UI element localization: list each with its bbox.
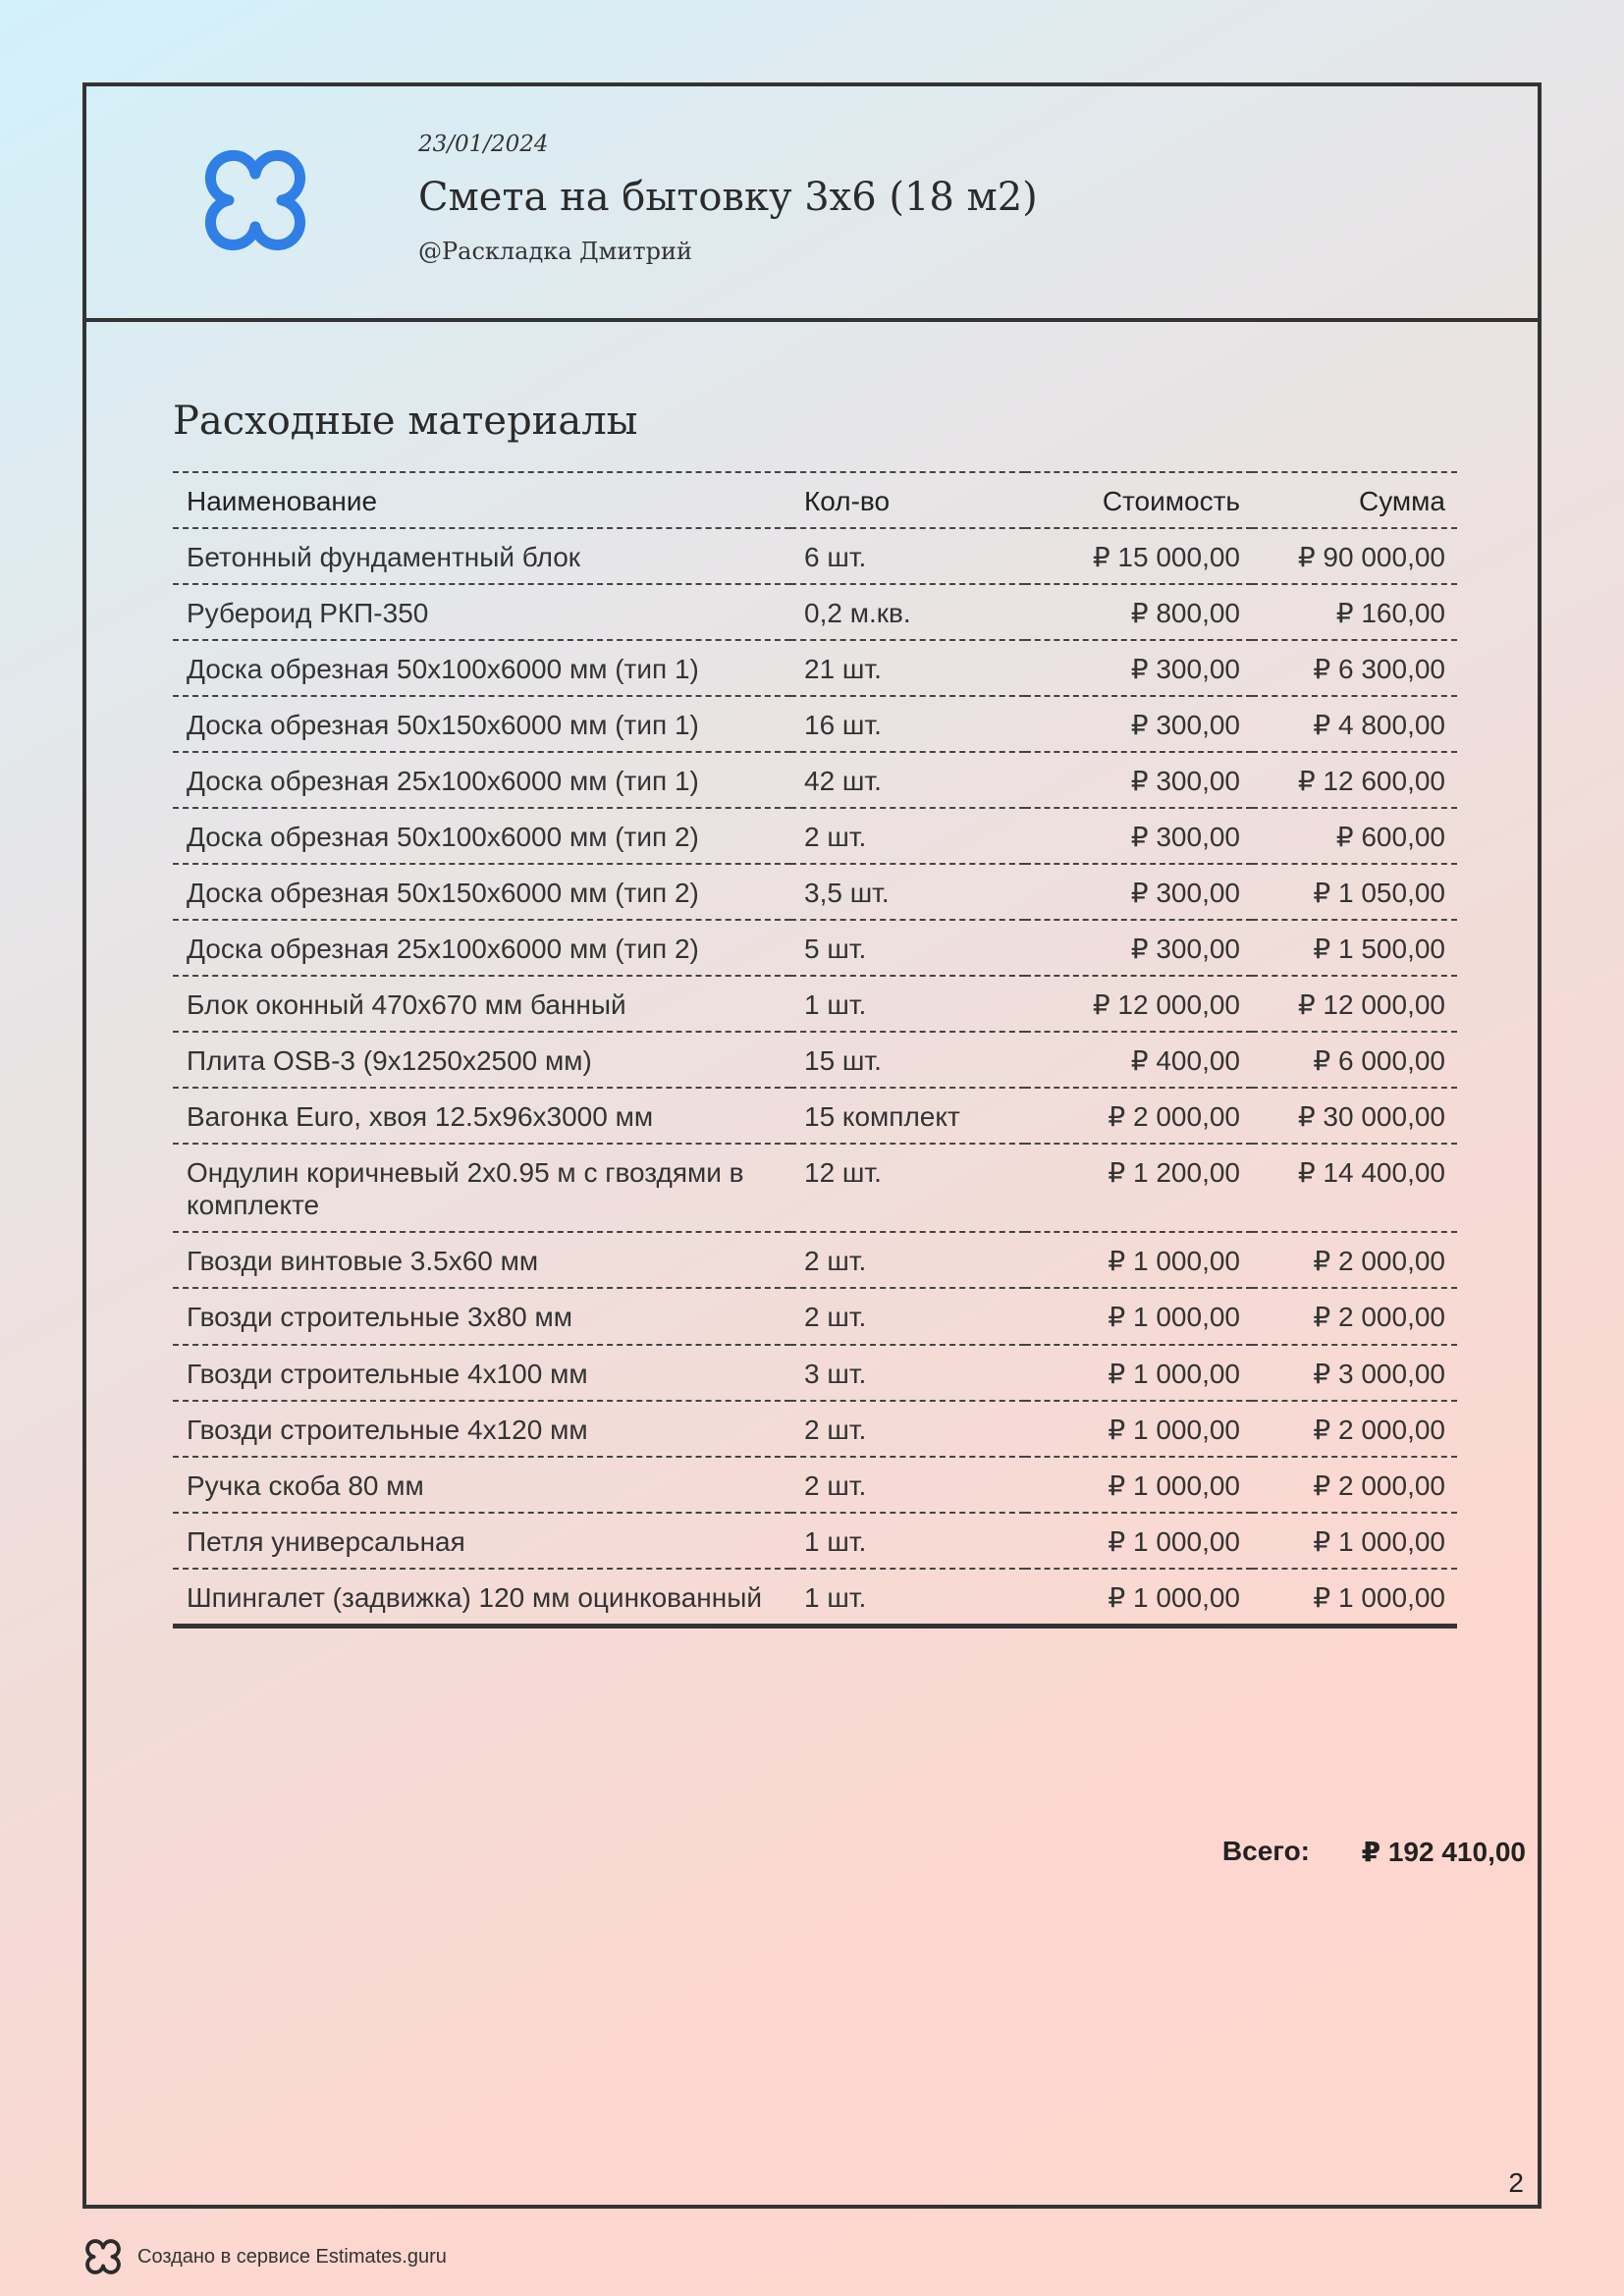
cell-name: Гвозди винтовые 3.5x60 мм [173, 1232, 790, 1288]
table-row [173, 1345, 1457, 1401]
cell-name: Шпингалет (задвижка) 120 мм оцинкованный [173, 1569, 790, 1627]
cell-name: Рубероид РКП-350 [173, 584, 790, 640]
cell-sum: ₽ 2 000,00 [1252, 1401, 1457, 1457]
cell-sum: ₽ 4 800,00 [1252, 696, 1457, 752]
total-value: ₽ 192 410,00 [1361, 1837, 1526, 1867]
cell-sum: ₽ 1 000,00 [1252, 1513, 1457, 1569]
table-row [173, 640, 1457, 696]
cell-name: Бетонный фундаментный блок [173, 528, 790, 584]
table-header-row [173, 472, 1457, 528]
cell-qty: 3,5 шт. [790, 864, 1025, 920]
cell-cost: ₽ 12 000,00 [1025, 976, 1252, 1032]
cell-cost: ₽ 300,00 [1025, 640, 1252, 696]
cell-qty: 2 шт. [790, 1288, 1025, 1344]
cell-qty: 42 шт. [790, 752, 1025, 808]
table-row [173, 920, 1457, 976]
table-row [173, 864, 1457, 920]
table-row [173, 1457, 1457, 1513]
cell-cost: ₽ 15 000,00 [1025, 528, 1252, 584]
cell-name: Гвозди строительные 3x80 мм [173, 1288, 790, 1344]
cell-qty: 15 комплект [790, 1088, 1025, 1144]
cell-cost: ₽ 2 000,00 [1025, 1088, 1252, 1144]
cell-name: Ручка скоба 80 мм [173, 1457, 790, 1513]
cell-qty: 2 шт. [790, 1401, 1025, 1457]
table-row [173, 1513, 1457, 1569]
table-row [173, 1032, 1457, 1088]
table-body [173, 528, 1457, 1626]
cell-cost: ₽ 300,00 [1025, 808, 1252, 864]
cell-sum: ₽ 30 000,00 [1252, 1088, 1457, 1144]
header-sum: Сумма [1252, 472, 1457, 528]
cell-cost: ₽ 1 000,00 [1025, 1345, 1252, 1401]
cell-name: Доска обрезная 25x100x6000 мм (тип 2) [173, 920, 790, 976]
cell-qty: 3 шт. [790, 1345, 1025, 1401]
header-name: Наименование [173, 472, 790, 528]
cell-cost: ₽ 300,00 [1025, 920, 1252, 976]
cell-qty: 0,2 м.кв. [790, 584, 1025, 640]
cell-sum: ₽ 600,00 [1252, 808, 1457, 864]
table-row [173, 1088, 1457, 1144]
clover-logo-icon [82, 2236, 124, 2277]
cell-qty: 2 шт. [790, 1457, 1025, 1513]
table-row [173, 584, 1457, 640]
cell-qty: 15 шт. [790, 1032, 1025, 1088]
table-row [173, 696, 1457, 752]
cell-qty: 6 шт. [790, 528, 1025, 584]
cell-sum: ₽ 1 050,00 [1252, 864, 1457, 920]
cell-sum: ₽ 3 000,00 [1252, 1345, 1457, 1401]
cell-qty: 1 шт. [790, 976, 1025, 1032]
table-row [173, 1401, 1457, 1457]
table-row [173, 752, 1457, 808]
cell-cost: ₽ 400,00 [1025, 1032, 1252, 1088]
cell-name: Доска обрезная 50x100x6000 мм (тип 1) [173, 640, 790, 696]
cell-sum: ₽ 1 500,00 [1252, 920, 1457, 976]
header-cost: Стоимость [1025, 472, 1252, 528]
cell-cost: ₽ 300,00 [1025, 696, 1252, 752]
cell-qty: 1 шт. [790, 1569, 1025, 1627]
cell-name: Ондулин коричневый 2x0.95 м с гвоздями в комплекте [173, 1144, 790, 1232]
cell-qty: 21 шт. [790, 640, 1025, 696]
cell-sum: ₽ 12 600,00 [1252, 752, 1457, 808]
cell-sum: ₽ 1 000,00 [1252, 1569, 1457, 1627]
cell-sum: ₽ 2 000,00 [1252, 1288, 1457, 1344]
table-row [173, 976, 1457, 1032]
table-row [173, 1569, 1457, 1627]
cell-qty: 2 шт. [790, 1232, 1025, 1288]
section-title: Расходные материалы [173, 399, 638, 444]
document-title: Смета на бытовку 3х6 (18 м2) [418, 175, 1038, 220]
table-row [173, 528, 1457, 584]
cell-sum: ₽ 6 300,00 [1252, 640, 1457, 696]
table-row [173, 1288, 1457, 1344]
cell-qty: 2 шт. [790, 808, 1025, 864]
cell-sum: ₽ 2 000,00 [1252, 1457, 1457, 1513]
cell-name: Петля универсальная [173, 1513, 790, 1569]
footer-text[interactable]: Создано в сервисе Estimates.guru [137, 2245, 447, 2268]
cell-name: Доска обрезная 50x150x6000 мм (тип 2) [173, 864, 790, 920]
page-number: 2 [1508, 2167, 1524, 2198]
cell-sum: ₽ 2 000,00 [1252, 1232, 1457, 1288]
cell-qty: 1 шт. [790, 1513, 1025, 1569]
cell-cost: ₽ 300,00 [1025, 752, 1252, 808]
document-author: @Раскладка Дмитрий [418, 238, 692, 265]
cell-qty: 16 шт. [790, 696, 1025, 752]
materials-table [173, 471, 1457, 1629]
cell-sum: ₽ 90 000,00 [1252, 528, 1457, 584]
cell-cost: ₽ 1 000,00 [1025, 1401, 1252, 1457]
cell-cost: ₽ 800,00 [1025, 584, 1252, 640]
document-header [86, 86, 1538, 322]
document-date: 23/01/2024 [418, 132, 549, 157]
cell-name: Доска обрезная 50x100x6000 мм (тип 2) [173, 808, 790, 864]
document-page [82, 82, 1542, 2209]
cell-qty: 12 шт. [790, 1144, 1025, 1232]
cell-qty: 5 шт. [790, 920, 1025, 976]
cell-sum: ₽ 6 000,00 [1252, 1032, 1457, 1088]
cell-name: Доска обрезная 25x100x6000 мм (тип 1) [173, 752, 790, 808]
cell-sum: ₽ 14 400,00 [1252, 1144, 1457, 1232]
cell-name: Вагонка Euro, хвоя 12.5x96x3000 мм [173, 1088, 790, 1144]
cell-cost: ₽ 1 000,00 [1025, 1513, 1252, 1569]
table-row [173, 1144, 1457, 1232]
cell-cost: ₽ 300,00 [1025, 864, 1252, 920]
clover-logo-icon [196, 141, 314, 259]
total-label: Всего: [1221, 1836, 1310, 1866]
cell-cost: ₽ 1 200,00 [1025, 1144, 1252, 1232]
cell-name: Доска обрезная 50x150x6000 мм (тип 1) [173, 696, 790, 752]
cell-cost: ₽ 1 000,00 [1025, 1569, 1252, 1627]
header-qty: Кол-во [790, 472, 1025, 528]
cell-name: Плита OSB-3 (9x1250x2500 мм) [173, 1032, 790, 1088]
table-row [173, 808, 1457, 864]
cell-name: Блок оконный 470х670 мм банный [173, 976, 790, 1032]
cell-cost: ₽ 1 000,00 [1025, 1232, 1252, 1288]
table-row [173, 1232, 1457, 1288]
cell-name: Гвозди строительные 4x120 мм [173, 1401, 790, 1457]
cell-cost: ₽ 1 000,00 [1025, 1457, 1252, 1513]
cell-cost: ₽ 1 000,00 [1025, 1288, 1252, 1344]
footer [82, 2236, 447, 2277]
cell-name: Гвозди строительные 4x100 мм [173, 1345, 790, 1401]
cell-sum: ₽ 160,00 [1252, 584, 1457, 640]
cell-sum: ₽ 12 000,00 [1252, 976, 1457, 1032]
